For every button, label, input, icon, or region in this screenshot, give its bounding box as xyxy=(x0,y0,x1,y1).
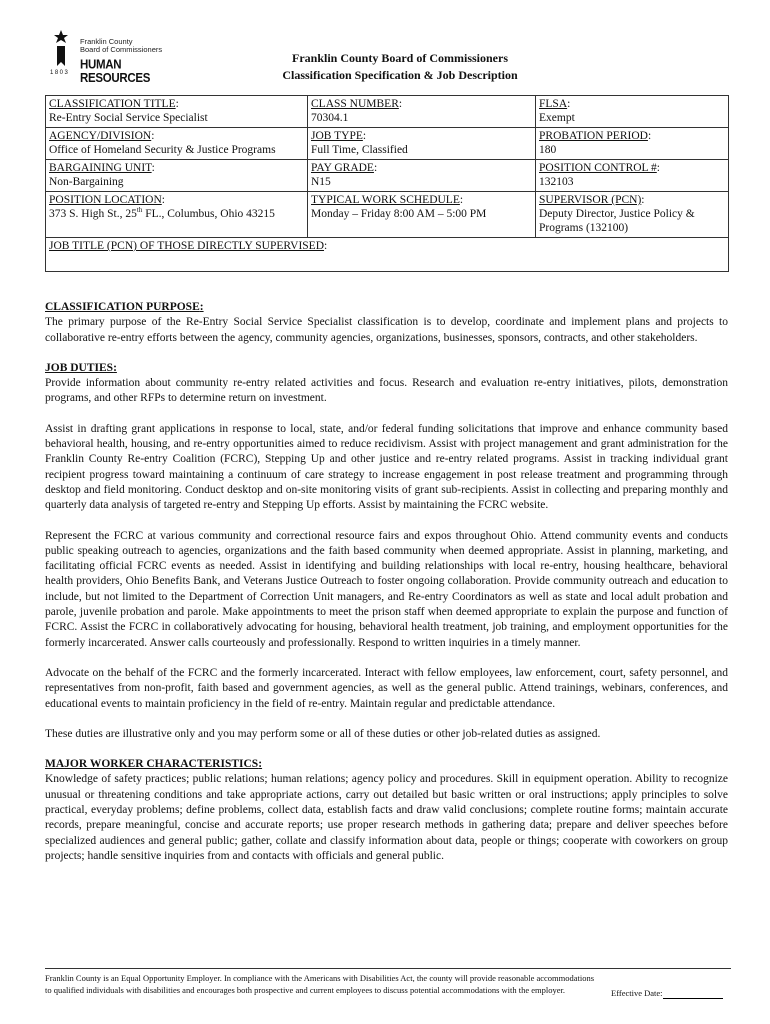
flsa-label: FLSA xyxy=(539,98,568,110)
eeo-statement: Franklin County is an Equal Opportunity Employer. In compliance with the Americans with Disabilities Act, the county will provide reasonable accommodations to qualified individuals with disabilities and encourages both prospective and current employees to discuss potential accommodations with the employer. xyxy=(45,973,595,995)
agency-cell: AGENCY/DIVISION: Office of Homeland Security & Justice Programs xyxy=(46,128,308,160)
duties-heading: JOB DUTIES: xyxy=(45,361,117,374)
job-type-cell: JOB TYPE: Full Time, Classified xyxy=(308,128,536,160)
duties-paragraph-5: These duties are illustrative only and you may perform some or all of these duties or other job-related duties as assigned. xyxy=(45,727,601,740)
table-row xyxy=(46,96,729,128)
job-info-table xyxy=(45,95,729,272)
table-row xyxy=(46,128,729,160)
flsa-cell: FLSA: Exempt xyxy=(536,96,729,128)
position-control-value: 132103 xyxy=(539,176,574,188)
supervisor-value: Deputy Director, Justice Policy & Programs (132100) xyxy=(539,208,695,234)
logo-department: HUMAN RESOURCES xyxy=(80,58,151,86)
probation-value: 180 xyxy=(539,144,557,156)
logo-year: 1803 xyxy=(50,70,70,76)
location-cell: POSITION LOCATION: 373 S. High St., 25th FL., Columbus, Ohio 43215 xyxy=(46,192,308,238)
table-row xyxy=(46,160,729,192)
classification-title-cell: CLASSIFICATION TITLE: Re-Entry Social Service Specialist xyxy=(46,96,308,128)
supervised-label: JOB TITLE (PCN) OF THOSE DIRECTLY SUPERVISED xyxy=(49,240,325,252)
duties-paragraph-2: Assist in drafting grant applications in response to local, state, and/or federal funding solicitations that improve and enhance community based behavioral health, housing, and re-entry opportunities aimed to reduce recidivism. Assist with project management and grant administration for the Franklin County Re-entry Coalition (FCRC), Stepping Up and other justice and re-entry related programs. Assist in tracking individual grant recipient progress toward maintaining a continuum of care strategy to increase engagement in post release treatment and programming through desktop and field monitoring. Conduct desktop and on-site monitoring visits of grant sub-recipients. Assist in collecting and preparing monthly and quarterly data analysis of targeted re-entry and Stepping Up efforts. Assist by maintaining the FCRC website. xyxy=(45,422,728,512)
duties-paragraph-4: Advocate on the behalf of the FCRC and the formerly incarcerated. Interact with fellow employees, law enforcement, court, safety personnel, and representatives from non-profit, faith based and government agencies, as well as the general public. Attend trainings, webinars, conferences, and educational events to maintain proficiency in the field of re-entry. Maintain regular and predictable attendance. xyxy=(45,666,728,710)
bargaining-value: Non-Bargaining xyxy=(49,176,124,188)
probation-cell: PROBATION PERIOD: 180 xyxy=(536,128,729,160)
effective-date xyxy=(611,987,723,999)
flsa-value: Exempt xyxy=(539,112,575,124)
pay-grade-cell: PAY GRADE: N15 xyxy=(308,160,536,192)
table-row xyxy=(46,238,729,272)
document-header xyxy=(0,50,770,84)
supervisor-cell: SUPERVISOR (PCN): Deputy Director, Justice Policy & Programs (132100) xyxy=(536,192,729,238)
schedule-value: Monday – Friday 8:00 AM – 5:00 PM xyxy=(311,208,487,220)
purpose-text: The primary purpose of the Re-Entry Social Service Specialist classification is to develop, coordinate and implement plans and projects to collaborative re-entry efforts between the agency, community agencies, organizations, businesses, sponsors, contracts, and other stakeholders. xyxy=(45,316,728,344)
duties-paragraph-1: Provide information about community re-entry related activities and focus. Research and evaluation re-entry initiatives, pilots, demonstration programs, and other RFPs to determine return on investment. xyxy=(45,377,728,405)
header-subtitle: Classification Specification & Job Description xyxy=(282,68,518,82)
characteristics-text: Knowledge of safety practices; public relations; human relations; agency policy and procedures. Skill in equipment operation. Ability to recognize unusual or threatening conditions and take appropriate actions, carry out detailed but basic written or oral instructions; apply principles to solve practical, everyday problems; define problems, collect data, establish facts and draw valid conclusions; complete routine forms; maintain accurate records, prepare meaningful, concise and accurate reports; use proper research methods in gathering data; prepare and deliver speeches before specialized audiences and general public; gather, collate and classify information about data, people or things; cooperate with coworkers on group projects; handle sensitive inquiries from and contacts with officials and general public. xyxy=(45,773,728,862)
characteristics-heading-text: MAJOR WORKER CHARACTERISTICS xyxy=(45,758,259,771)
logo-county-name: Franklin County xyxy=(80,37,133,46)
class-number-cell: CLASS NUMBER: 70304.1 xyxy=(308,96,536,128)
schedule-cell: TYPICAL WORK SCHEDULE: Monday – Friday 8:00 AM – 5:00 PM xyxy=(308,192,536,238)
classification-title-value: Re-Entry Social Service Specialist xyxy=(49,112,208,124)
agency-label: AGENCY/DIVISION xyxy=(49,130,152,142)
location-label: POSITION LOCATION xyxy=(49,194,162,206)
location-suffix: th xyxy=(136,206,143,215)
job-type-value: Full Time, Classified xyxy=(311,144,408,156)
classification-title-label: CLASSIFICATION TITLE xyxy=(49,98,176,110)
location-value-rest: FL., Columbus, Ohio 43215 xyxy=(142,208,275,220)
position-control-label: POSITION CONTROL # xyxy=(539,162,657,174)
purpose-heading: CLASSIFICATION PURPOSE: xyxy=(45,301,204,313)
bargaining-cell: BARGAINING UNIT: Non-Bargaining xyxy=(46,160,308,192)
class-number-value: 70304.1 xyxy=(311,112,349,124)
class-number-label: CLASS NUMBER xyxy=(311,98,399,110)
agency-value: Office of Homeland Security & Justice Programs xyxy=(49,144,276,156)
pay-grade-value: N15 xyxy=(311,176,331,188)
job-type-label: JOB TYPE xyxy=(311,130,363,142)
document-body xyxy=(45,300,728,879)
bargaining-label: BARGAINING UNIT xyxy=(49,162,152,174)
schedule-label: TYPICAL WORK SCHEDULE xyxy=(311,194,460,206)
table-row xyxy=(46,192,729,238)
purpose-heading-text: CLASSIFICATION PURPOSE xyxy=(45,301,200,313)
duties-paragraph-3: Represent the FCRC at various community and correctional resource fairs and expos throughout Ohio. Attend community events and conducts public speaking outreach to agencies, organizations and the faith based community when deemed appropriate. Assist in planning, marketing, and facilitating official FCRC events as needed. Assist in identifying and building relationships with local re-entry, housing healthcare, behavioral health providers, Ohio Benefits Bank, and Veterans Justice Outreach to foster ongoing collaboration. Provide community outreach and education to include, but not limited to the Department of Correction Unit managers, and Re-entry Coordinators as well as state and local adult probation and parole, juvenile probation and parole. Make appointments to meet the prison staff when deemed appropriate to explain the purpose and function of FCRC. Assist the FCRC in collaboratively advocating for housing, behavioral health treatment, job training, and employment opportunities for the formerly incarcerated. Answer calls courteously and professionally. Respond to written inquiries in a timely manner. xyxy=(45,529,728,649)
probation-label: PROBATION PERIOD xyxy=(539,130,648,142)
page-footer xyxy=(45,968,731,996)
pay-grade-label: PAY GRADE xyxy=(311,162,374,174)
effective-date-label: Effective Date: xyxy=(611,988,663,998)
supervisor-label: SUPERVISOR (PCN) xyxy=(539,194,642,206)
duties-heading-text: JOB DUTIES xyxy=(45,361,114,374)
supervised-cell: JOB TITLE (PCN) OF THOSE DIRECTLY SUPERVISED: xyxy=(46,238,729,272)
logo-board-name: Board of Commissioners xyxy=(80,45,163,54)
header-title: Franklin County Board of Commissioners xyxy=(291,51,509,65)
position-control-cell: POSITION CONTROL #: 132103 xyxy=(536,160,729,192)
characteristics-heading: MAJOR WORKER CHARACTERISTICS: xyxy=(45,758,263,771)
location-value: 373 S. High St., 25 xyxy=(49,208,137,220)
effective-date-blank xyxy=(663,989,723,999)
